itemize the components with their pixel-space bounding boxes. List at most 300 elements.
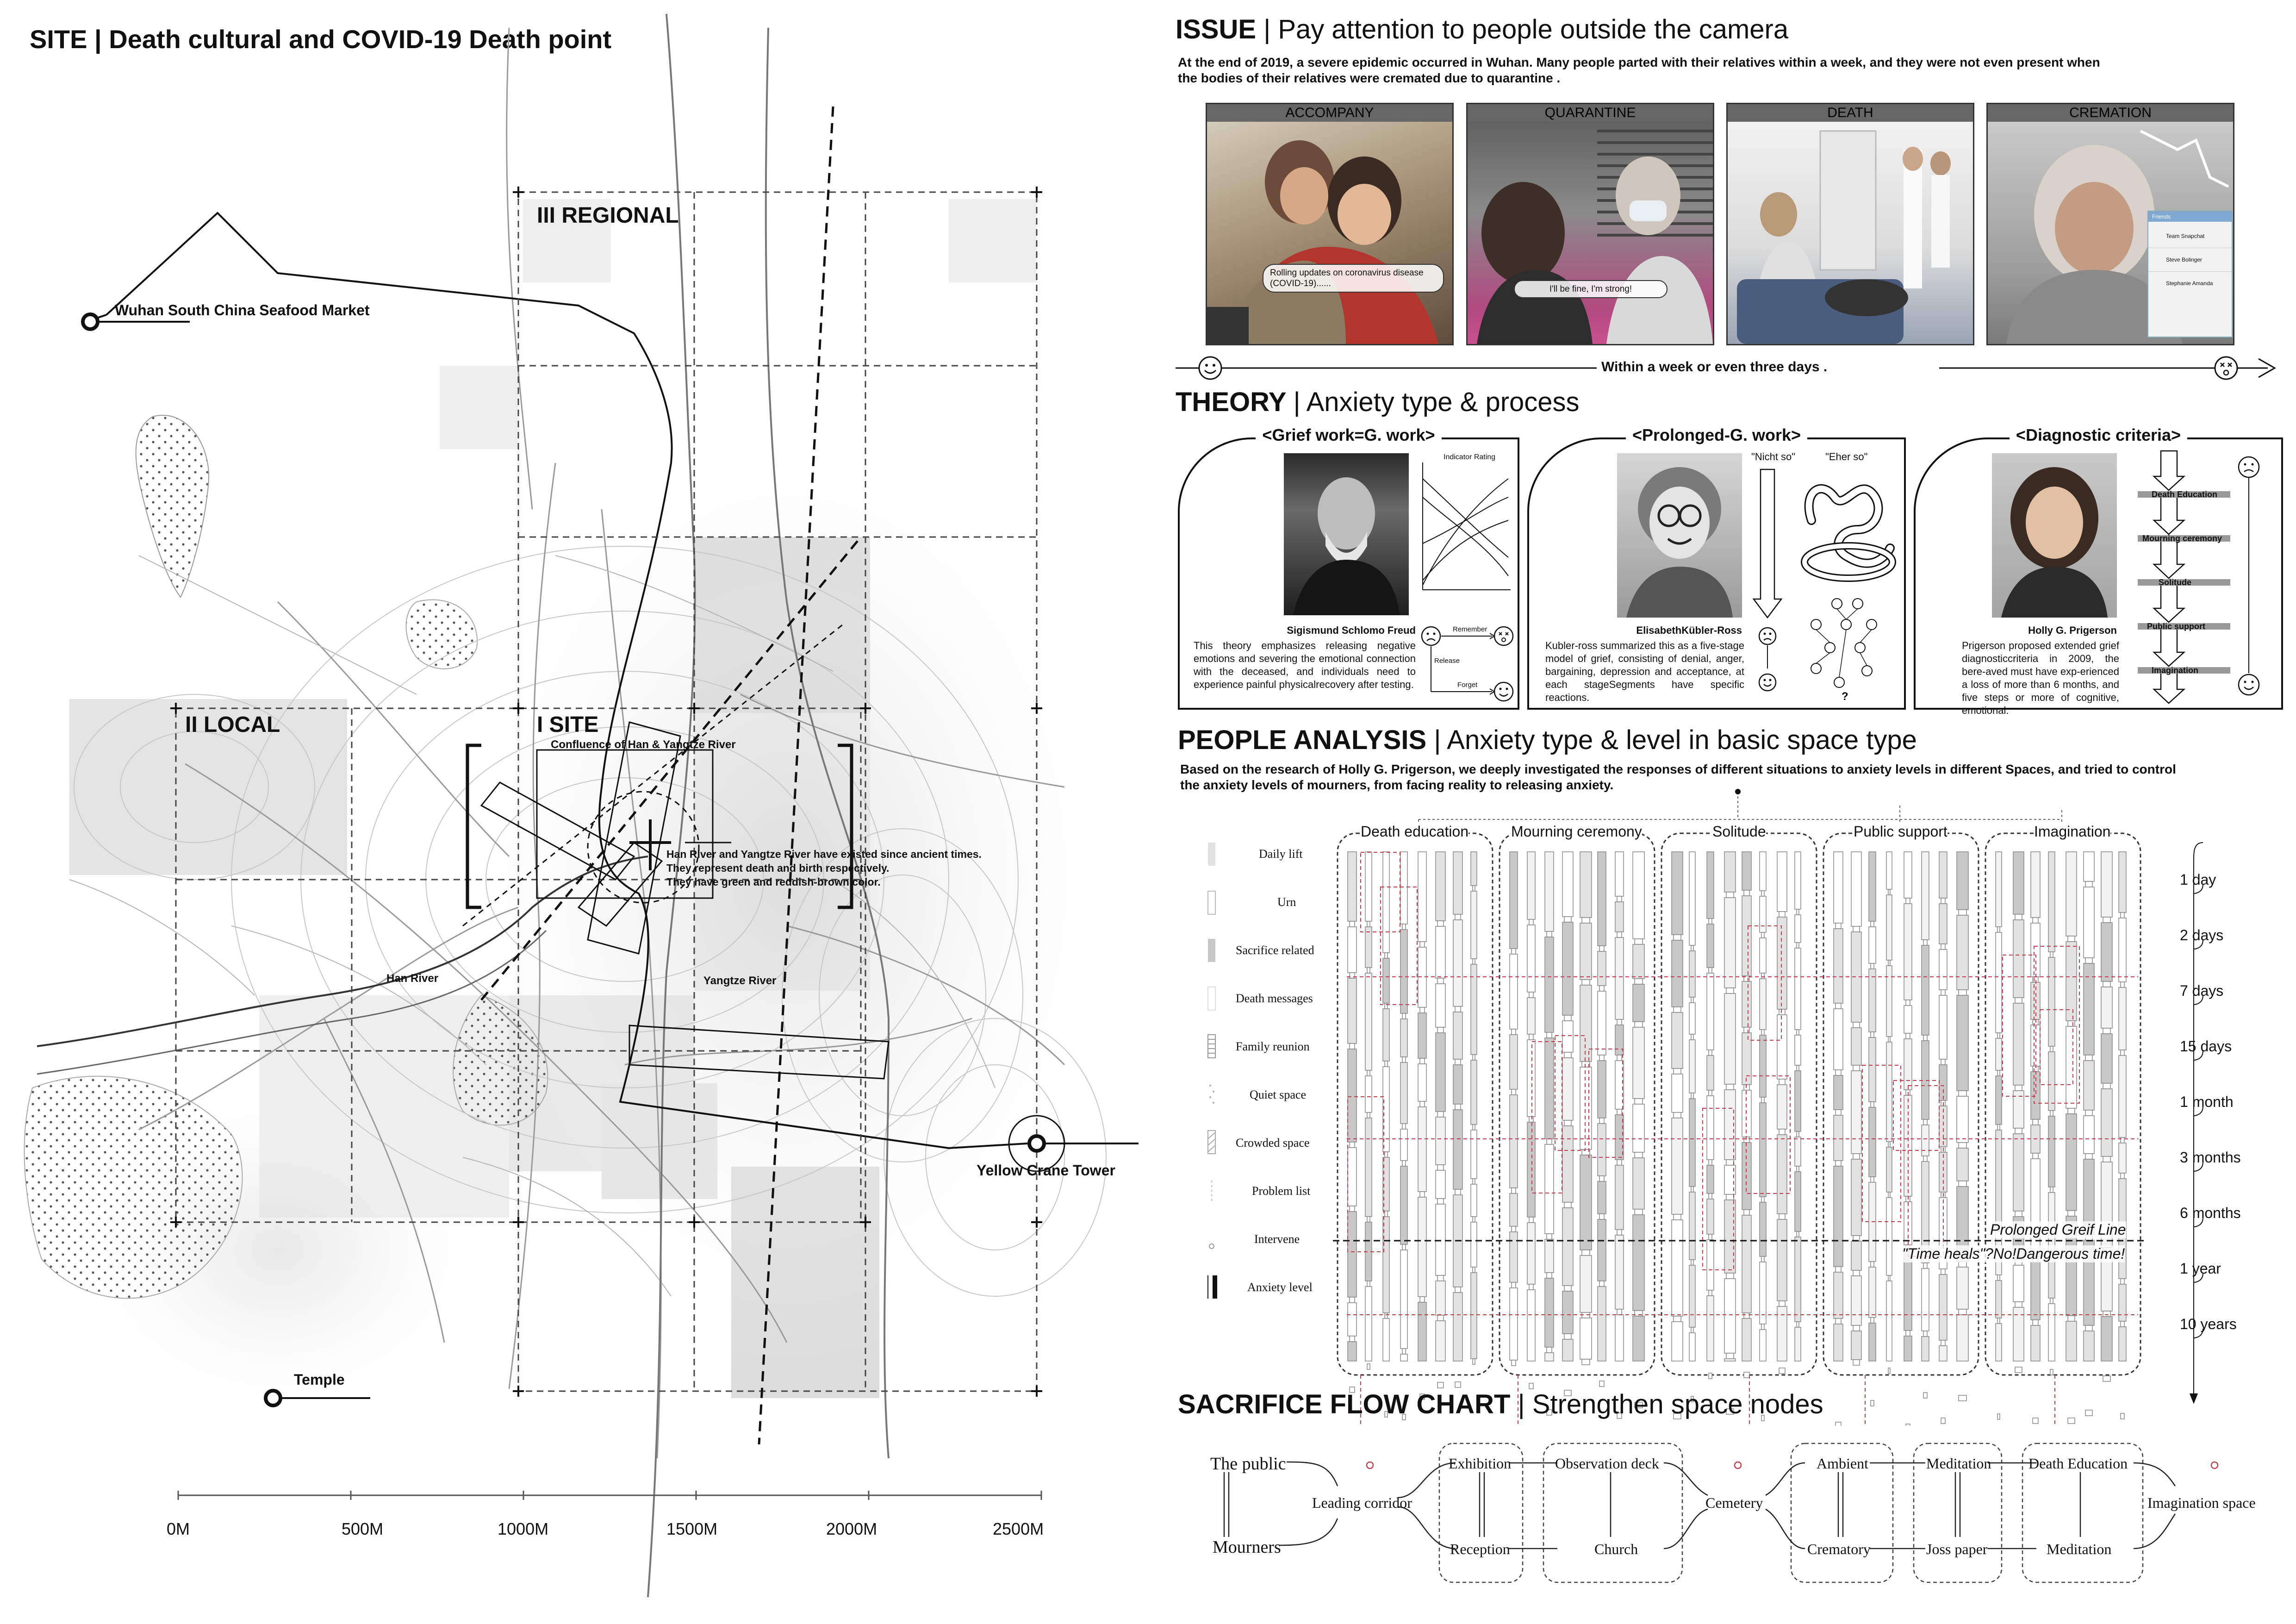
anxiety-strip	[1689, 1333, 1695, 1361]
anxiety-strip	[2101, 1034, 2112, 1083]
anxiety-strip	[1724, 898, 1736, 988]
anxiety-strip-neck	[2121, 1137, 2124, 1143]
column-title: Public support	[1854, 823, 1948, 840]
anxiety-strip-neck	[1888, 1037, 1890, 1042]
anxiety-strip	[1777, 917, 1787, 1009]
anxiety-strip-neck	[1853, 1325, 1860, 1331]
anxiety-strip	[1400, 1062, 1407, 1124]
anxiety-strip-neck	[1761, 1256, 1764, 1262]
anxiety-strip	[2084, 852, 2094, 881]
anxiety-strip	[1580, 1318, 1592, 1359]
anxiety-strip	[1869, 1323, 1876, 1361]
anxiety-strip	[1348, 852, 1356, 921]
anxiety-strip-neck	[1420, 1058, 1425, 1064]
anxiety-strip-neck	[1473, 959, 1475, 964]
anxiety-strip	[2119, 1327, 2126, 1361]
anxiety-strip	[1707, 1199, 1714, 1234]
anxiety-strip	[1869, 1267, 1876, 1318]
anxiety-strip-neck	[1674, 1316, 1681, 1322]
anxiety-strip-neck	[1617, 1019, 1622, 1025]
anxiety-strip	[1545, 852, 1554, 931]
criteria-step: Solitude	[2159, 578, 2191, 587]
anxiety-strip-neck	[2033, 1418, 2038, 1424]
time-label: 3 months	[2180, 1149, 2241, 1166]
anxiety-strip-neck	[1797, 1231, 1799, 1237]
anxiety-strip-neck	[2103, 1028, 2110, 1034]
anxiety-strip	[1886, 852, 1892, 889]
anxiety-strip-neck	[1923, 1035, 1927, 1041]
anxiety-strip	[1365, 1118, 1372, 1217]
anxiety-strip-neck	[1836, 1003, 1841, 1009]
portrait-silhouette	[1992, 453, 2117, 618]
anxiety-strip	[1453, 1012, 1462, 1059]
criteria-step: Mourning ceremony	[2142, 534, 2222, 543]
anxiety-strip	[1471, 852, 1477, 886]
anxiety-strip	[1760, 896, 1766, 932]
anxiety-strip	[1400, 1129, 1407, 1161]
portrait-silhouette	[1617, 453, 1742, 618]
anxiety-strip-neck	[1599, 1118, 1604, 1124]
anxiety-strip-neck	[1797, 1322, 1799, 1327]
photo-accompany	[1206, 103, 1454, 345]
anxiety-strip-neck	[1635, 1022, 1643, 1027]
card-heading	[1916, 425, 2281, 445]
release-diagram	[1418, 622, 1515, 708]
anxiety-strip-neck	[1402, 1244, 1406, 1250]
anxiety-strip-neck	[1779, 1079, 1785, 1085]
legend-swatches	[1203, 838, 1222, 1301]
card-heading-text: <Grief work=G. work>	[1256, 425, 1441, 444]
anxiety-strip-neck	[1871, 1032, 1874, 1037]
column-title: Death education	[1361, 823, 1469, 840]
anxiety-strip-neck	[1941, 1418, 1945, 1424]
issue-title-bold: ISSUE	[1176, 14, 1257, 44]
label-site: I SITE	[537, 712, 599, 737]
anxiety-strip	[1760, 1330, 1766, 1361]
anxiety-strip	[1795, 1172, 1801, 1231]
anxiety-strip	[1615, 1165, 1624, 1230]
anxiety-strip	[1922, 1337, 1929, 1361]
anxiety-strip	[1436, 1204, 1445, 1275]
people-title	[1178, 725, 1917, 756]
anxiety-strip-neck	[2050, 1046, 2053, 1052]
anxiety-strip-neck	[1853, 1154, 1860, 1159]
card-heading	[1529, 425, 1904, 445]
anxiety-strip	[1580, 985, 1592, 1062]
anxiety-strip-neck	[2050, 1298, 2053, 1304]
anxiety-strip-neck	[1564, 917, 1571, 922]
anxiety-strip	[2031, 1159, 2040, 1256]
anxiety-strip	[2119, 1056, 2126, 1137]
anxiety-strip	[1510, 1288, 1518, 1360]
photo-label: CREMATION	[1988, 104, 2233, 122]
anxiety-strip	[1562, 1126, 1573, 1202]
anxiety-strip-neck	[2085, 958, 2092, 963]
anxiety-strip-neck	[1997, 1033, 2000, 1038]
flow-title-rest: | Strengthen space nodes	[1518, 1389, 1823, 1419]
anxiety-strip-neck	[1512, 1089, 1516, 1095]
anxiety-strip-neck	[2085, 1410, 2092, 1416]
anxiety-strip	[1545, 1278, 1554, 1347]
anxiety-strip	[1851, 1159, 1861, 1236]
anxiety-strip-neck	[1871, 1400, 1874, 1406]
column-title: Solitude	[1712, 823, 1766, 840]
theory-title	[1176, 387, 1580, 418]
anxiety-strip-neck	[1726, 1273, 1734, 1279]
anxiety-strip-neck	[1674, 1214, 1681, 1220]
anxiety-strip	[1453, 1065, 1462, 1104]
anxiety-strip-neck	[1402, 1161, 1406, 1166]
anxiety-strip	[1672, 1220, 1683, 1316]
anxiety-strip-neck	[1744, 1027, 1749, 1033]
anxiety-strip	[1672, 1322, 1683, 1361]
anxiety-strip-neck	[1350, 1336, 1355, 1342]
anxiety-strip-neck	[1941, 898, 1945, 904]
anxiety-strip	[1598, 991, 1606, 1055]
anxiety-strip	[1383, 958, 1389, 1003]
anxiety-strip-neck	[1564, 1286, 1571, 1291]
anxiety-strip-neck	[1959, 1395, 1966, 1401]
anxiety-strip-neck	[1473, 1217, 1475, 1222]
anxiety-strip	[1400, 1019, 1407, 1057]
anxiety-strip-neck	[1674, 935, 1681, 940]
anxiety-strip-neck	[1691, 945, 1693, 951]
anxiety-strip	[2101, 1089, 2112, 1156]
anxiety-strip-neck	[2033, 918, 2038, 923]
anxiety-strip	[1471, 1130, 1477, 1179]
anxiety-strip-neck	[1726, 1194, 1734, 1200]
anxiety-strip-neck	[1744, 1210, 1749, 1215]
anxiety-strip	[1436, 1170, 1445, 1199]
anxiety-strip	[1996, 1038, 2002, 1070]
anxiety-strip	[1777, 1219, 1787, 1301]
anxiety-strip-neck	[1888, 889, 1890, 895]
scale-label: 0M	[167, 1519, 190, 1538]
anxiety-strip	[1580, 1067, 1592, 1149]
kubler-ross-name: ElisabethKübler-Ross	[1636, 625, 1742, 636]
anxiety-strip-neck	[1959, 1181, 1966, 1187]
anxiety-strip-neck	[2103, 1156, 2110, 1162]
anxiety-strip-neck	[1635, 939, 1643, 944]
anxiety-strip	[1400, 1354, 1407, 1361]
photo-label: DEATH	[1728, 104, 1973, 122]
anxiety-strip	[1795, 1327, 1801, 1361]
anxiety-strip-neck	[1997, 927, 2000, 932]
anxiety-strip-neck	[1437, 1027, 1444, 1033]
anxiety-strip-neck	[1959, 990, 1966, 995]
criteria-step: Public support	[2147, 622, 2205, 631]
anxiety-strip	[1672, 1074, 1683, 1112]
anxiety-strip	[1742, 896, 1751, 976]
anxiety-strip	[1996, 1280, 2002, 1318]
anxiety-strip-neck	[2121, 1173, 2124, 1179]
anxiety-strip-neck	[1437, 1112, 1444, 1117]
anxiety-strip	[1633, 1158, 1644, 1209]
label-seafood-market: Wuhan South China Seafood Market	[115, 302, 370, 319]
anxiety-strip-neck	[1367, 1112, 1370, 1118]
anxiety-strip-neck	[1761, 1324, 1764, 1330]
anxiety-strip	[1418, 852, 1426, 942]
anxiety-strip-neck	[2050, 1111, 2053, 1116]
anxiety-strip-neck	[2085, 1325, 2092, 1331]
anxiety-strip-neck	[2103, 917, 2110, 923]
anxiety-strip-neck	[1888, 1275, 1890, 1281]
flow-node-ambient: Ambient	[1817, 1455, 1868, 1472]
anxiety-strip-neck	[1997, 1070, 2000, 1076]
legend-label: Crowded space	[1236, 1136, 1310, 1149]
anxiety-strip	[1598, 1287, 1606, 1361]
anxiety-strip	[1777, 1085, 1787, 1129]
anxiety-strip-neck	[1529, 1117, 1533, 1122]
anxiety-strip-neck	[2015, 1211, 2022, 1217]
anxiety-strip-neck	[1709, 1290, 1712, 1296]
anxiety-strip-neck	[1761, 973, 1764, 979]
anxiety-strip-neck	[2085, 1154, 2092, 1159]
anxiety-strip	[1527, 1223, 1535, 1284]
anxiety-strip-neck	[1367, 1070, 1370, 1076]
flow-nodes	[1203, 1435, 2286, 1611]
anxiety-strip	[1615, 1315, 1624, 1361]
scale-label: 1500M	[666, 1519, 718, 1538]
anxiety-strip-neck	[1547, 1234, 1552, 1239]
anxiety-strip-neck	[1761, 1097, 1764, 1103]
issue-title-rest: | Pay attention to people outside the camera	[1263, 14, 1789, 44]
anxiety-strip	[1939, 852, 1947, 898]
dotted-area	[136, 415, 209, 597]
anxiety-strip	[1742, 852, 1751, 890]
anxiety-strip	[1348, 978, 1356, 1043]
anxiety-strip-neck	[1997, 1275, 2000, 1280]
anxiety-strip-neck	[1674, 1068, 1681, 1074]
anxiety-strip	[1562, 1021, 1573, 1052]
anxiety-strip	[1760, 1103, 1766, 1197]
anxiety-strip	[1562, 1208, 1573, 1286]
label-yangtze-river: Yangtze River	[703, 974, 777, 987]
anxiety-strip-neck	[1923, 1156, 1927, 1162]
anxiety-strip-neck	[2121, 1413, 2124, 1419]
anxiety-strip	[1707, 1096, 1714, 1160]
anxiety-strip	[1383, 1009, 1389, 1061]
anxiety-strip	[1886, 1281, 1892, 1361]
anxiety-strip	[1922, 1125, 1929, 1156]
anxiety-strip-neck	[1617, 1109, 1622, 1115]
anxiety-strip	[1400, 1250, 1407, 1349]
anxiety-strip-neck	[1997, 1414, 2000, 1419]
anxiety-strip-neck	[1836, 1161, 1841, 1166]
anxiety-strip-neck	[1997, 1318, 2000, 1324]
anxiety-strip	[2119, 1284, 2126, 1321]
anxiety-strip-neck	[1617, 1309, 1622, 1315]
anxiety-strip	[1922, 852, 1929, 940]
anxiety-strip	[1365, 852, 1372, 921]
anxiety-strip-neck	[1402, 1013, 1406, 1019]
anxiety-strip-neck	[1779, 1009, 1785, 1015]
map-shade	[440, 366, 518, 449]
anxiety-strip-neck	[1797, 1131, 1799, 1137]
flow-node-public: The public	[1210, 1454, 1286, 1474]
anxiety-strip	[1348, 1148, 1356, 1206]
anxiety-strip	[1510, 852, 1518, 949]
scale-label: 1000M	[498, 1519, 549, 1538]
legend-label: Intervene	[1254, 1232, 1300, 1246]
anxiety-strip	[1777, 1015, 1787, 1079]
anxiety-strip-neck	[1871, 1318, 1874, 1323]
hospital-illustration	[1728, 122, 1973, 344]
anxiety-strip	[1939, 1152, 1947, 1192]
anxiety-strip-neck	[1635, 979, 1643, 984]
anxiety-strip	[2013, 920, 2024, 998]
photo-quarantine	[1466, 103, 1714, 345]
prigerson-name: Holly G. Prigerson	[2028, 625, 2117, 636]
anxiety-strip	[2066, 1026, 2077, 1108]
anxiety-strip	[1471, 1184, 1477, 1217]
anxiety-strip	[1689, 852, 1695, 945]
anxiety-strip-neck	[1871, 963, 1874, 969]
anxiety-strip-neck	[2103, 1083, 2110, 1089]
anxiety-strip-neck	[2050, 1187, 2053, 1193]
anxiety-strip	[1418, 1107, 1426, 1192]
anxiety-strip	[1453, 1293, 1462, 1361]
anxiety-strip	[1742, 981, 1751, 1027]
anxiety-strip	[1633, 944, 1644, 979]
flow-node-crematory: Crematory	[1807, 1541, 1871, 1557]
anxiety-strip	[1834, 929, 1843, 1003]
anxiety-strip-neck	[1385, 1003, 1388, 1009]
anxiety-strip	[1400, 930, 1407, 1013]
anxiety-strip	[1957, 852, 1968, 910]
anxiety-strip	[1707, 1296, 1714, 1361]
anxiety-strip-neck	[1836, 1422, 1841, 1426]
anxiety-strip-neck	[1385, 1152, 1388, 1157]
anxiety-strip	[2013, 1265, 2024, 1302]
anxiety-strip-neck	[1599, 946, 1604, 951]
label-confluence: Confluence of Han & Yangtze River	[551, 738, 736, 751]
anxiety-strip-neck	[1617, 932, 1622, 937]
anxiety-strip	[1724, 1359, 1736, 1361]
anxiety-strip-neck	[1709, 1193, 1712, 1199]
anxiety-strip	[1834, 1075, 1843, 1110]
anxiety-strip	[1869, 1107, 1876, 1177]
issue-desc-line: the bodies of their relatives were cremated due to quarantine .	[1178, 71, 1561, 85]
anxiety-strip-neck	[1744, 1372, 1749, 1378]
anxiety-strip-neck	[2068, 1211, 2075, 1216]
anxiety-strip-neck	[1599, 1214, 1604, 1219]
theory-card-freud	[1178, 425, 1519, 710]
freud-name: Sigismund Schlomo Freud	[1287, 625, 1416, 636]
criteria-step: Death Education	[2152, 490, 2218, 499]
issue-title	[1176, 14, 1788, 45]
anxiety-strip-neck	[1906, 1000, 1910, 1006]
anxiety-strip-neck	[2068, 1316, 2075, 1321]
anxiety-highlight	[1862, 1065, 1901, 1222]
time-label: 10 years	[2180, 1316, 2237, 1332]
anxiety-strip	[1545, 1353, 1554, 1361]
anxiety-strip-neck	[1512, 1029, 1516, 1035]
anxiety-strip-neck	[1709, 918, 1712, 924]
legend-label: Daily lift	[1259, 847, 1303, 861]
anxiety-strip-neck	[1888, 1192, 1890, 1198]
photo-bubble: I'll be fine, I'm strong!	[1514, 280, 1668, 298]
anxiety-strip	[1886, 895, 1892, 960]
anxiety-strip	[1795, 1137, 1801, 1166]
anxiety-strip-neck	[1529, 1284, 1533, 1290]
anxiety-strip	[2084, 1331, 2094, 1361]
anxiety-strip	[1418, 1302, 1426, 1361]
anxiety-strip	[1957, 915, 1968, 990]
anxiety-strip	[1707, 1165, 1714, 1193]
social-list	[2147, 211, 2233, 337]
legend-label: Family reunion	[1236, 1040, 1310, 1053]
anxiety-strip	[2066, 852, 2077, 936]
anxiety-strip	[1869, 969, 1876, 1032]
anxiety-strip-neck	[1959, 1309, 1966, 1315]
anxiety-strip-neck	[1797, 1065, 1799, 1071]
happy-face-icon	[1759, 674, 1776, 691]
anxiety-strip	[1922, 1268, 1929, 1331]
anxiety-strip-neck	[1455, 1189, 1461, 1195]
anxiety-strip-neck	[1564, 1334, 1571, 1339]
anxiety-strip-neck	[1888, 960, 1890, 966]
flow-node-corridor: Leading corridor	[1312, 1494, 1412, 1511]
anxiety-strip-neck	[1547, 1139, 1552, 1144]
anxiety-strip	[1851, 1071, 1861, 1154]
anxiety-strip-neck	[2085, 881, 2092, 887]
anxiety-strip	[1580, 1155, 1592, 1250]
scale-label: 2000M	[826, 1519, 877, 1538]
card-heading-text: <Prolonged-G. work>	[1626, 425, 1807, 444]
anxiety-strip	[1598, 1124, 1606, 1176]
prigerson-portrait	[1992, 453, 2117, 618]
anxiety-strip	[1471, 1273, 1477, 1359]
anxiety-strip-neck	[1599, 1281, 1604, 1287]
anxiety-strip-neck	[1635, 1099, 1643, 1104]
anxiety-strip	[1922, 945, 1929, 1035]
anxiety-strip-neck	[2103, 1311, 2110, 1317]
anxiety-strip-neck	[1617, 896, 1622, 902]
anxiety-strip	[1957, 995, 1968, 1091]
anxiety-strip	[1527, 925, 1535, 992]
anxiety-strip	[2119, 1143, 2126, 1173]
anxiety-strip-neck	[1635, 1311, 1643, 1316]
anxiety-strip	[1633, 984, 1644, 1022]
anxiety-strip-neck	[1385, 1211, 1388, 1217]
prigerson-text: Prigerson proposed extended grief diagnosticcriteria in 2009, the bere-aved must have exp-erienced a loss of more than 6 months, and five steps or more of cognitive, emotional.	[1962, 640, 2119, 716]
social-list-item: Steve Bolinger	[2148, 248, 2232, 272]
anxiety-strip-neck	[1836, 1070, 1841, 1075]
anxiety-strip	[2101, 987, 2112, 1028]
anxiety-strip	[1436, 1321, 1445, 1361]
flow-node-imagination: Imagination space	[2147, 1494, 2256, 1511]
anxiety-strip-neck	[1779, 1301, 1785, 1306]
flow-node-observation: Observation deck	[1555, 1455, 1659, 1472]
anxiety-strip	[1904, 904, 1912, 1000]
anxiety-strip-neck	[1529, 1217, 1533, 1223]
anxiety-strip-neck	[1709, 1160, 1712, 1165]
anxiety-strip-neck	[2050, 1369, 2053, 1375]
people-desc-line: the anxiety levels of mourners, from facing reality to releasing anxiety.	[1180, 778, 1614, 792]
anxiety-strip	[1510, 1232, 1518, 1282]
anxiety-strip-neck	[1564, 1120, 1571, 1126]
label-yellow-crane: Yellow Crane Tower	[977, 1162, 1115, 1179]
anxiety-strip	[1724, 852, 1736, 892]
anxiety-strip	[1904, 1006, 1912, 1033]
anxiety-strip-neck	[1420, 1192, 1425, 1197]
anxiety-strip-neck	[1635, 1152, 1643, 1158]
anxiety-strip	[1996, 932, 2002, 1033]
kubler-ross-text: Kubler-ross summarized this as a five-stage model of grief, consisting of denial, anger, bargaining, depression and acceptance, at each stageSegments have specific reactions.	[1545, 640, 1744, 703]
anxiety-strip-neck	[1512, 1360, 1516, 1366]
legend-label: Problem list	[1252, 1184, 1311, 1198]
